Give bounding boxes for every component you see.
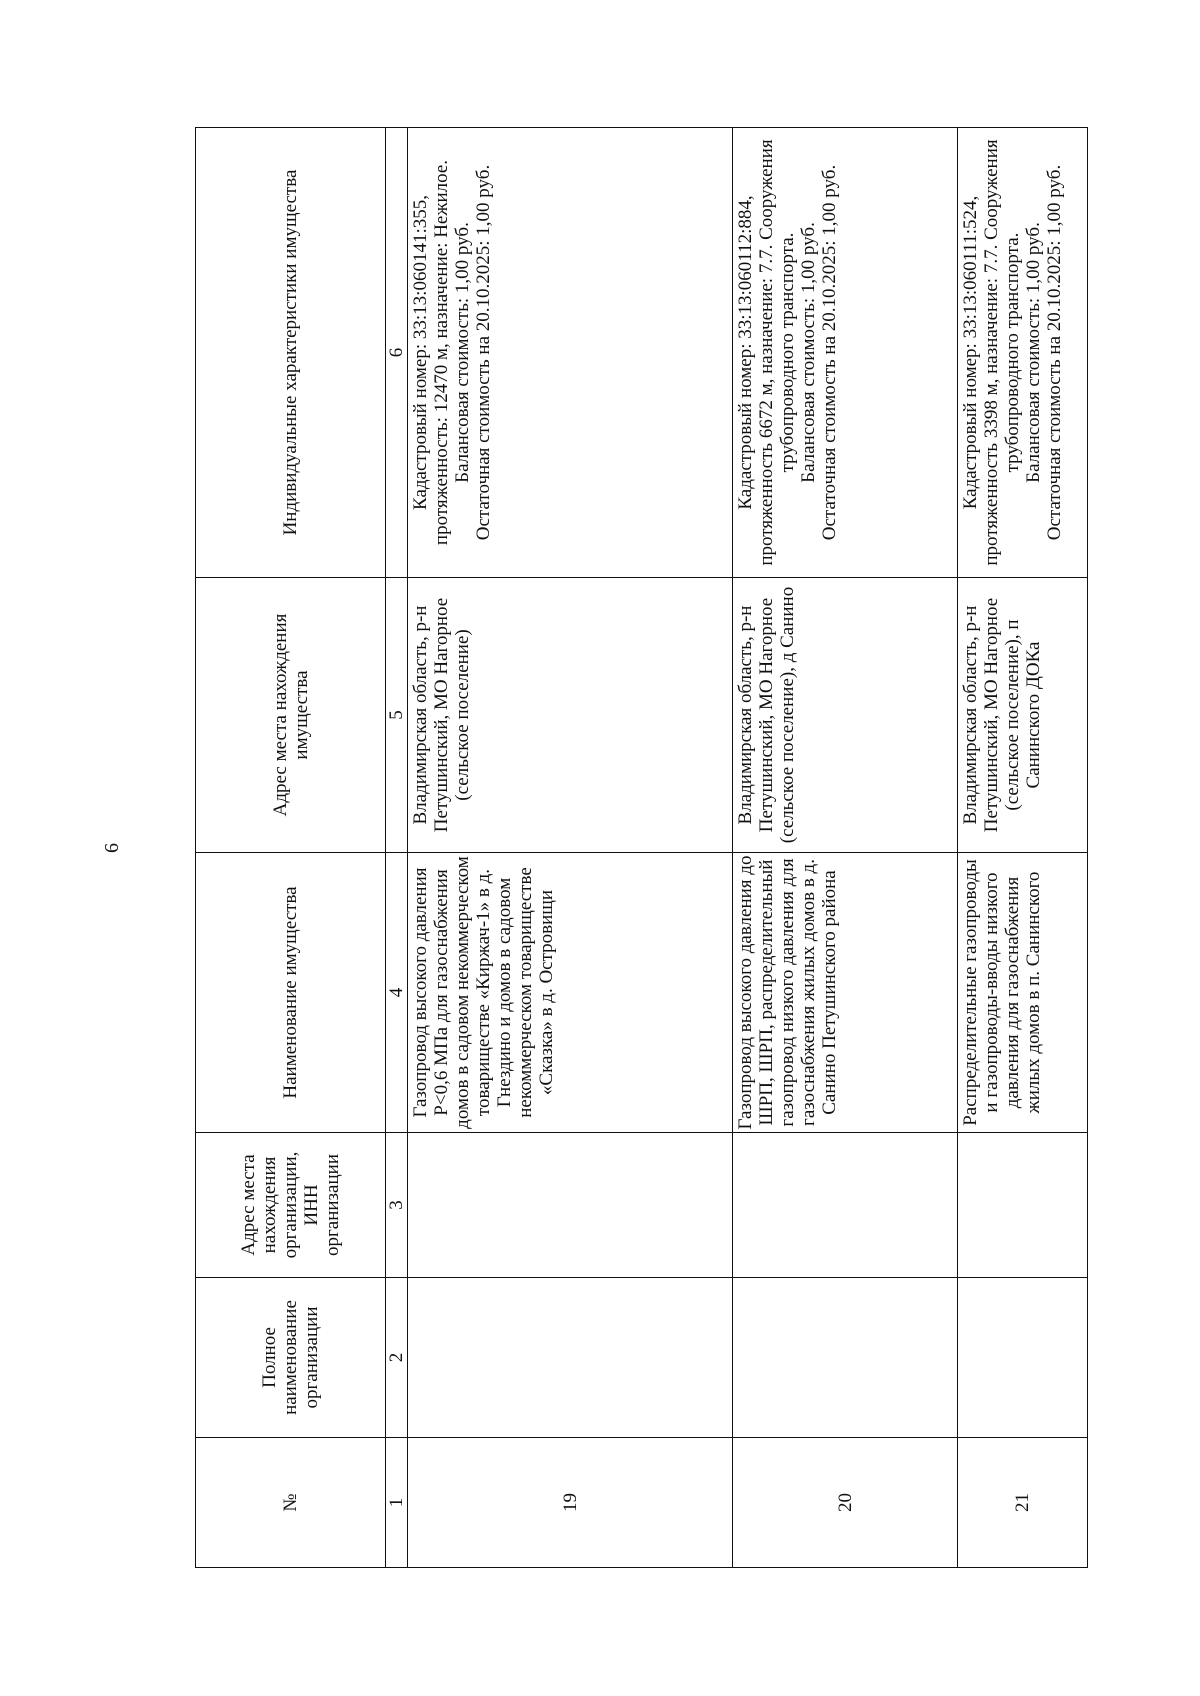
column-number: 3 xyxy=(386,1133,408,1278)
property-name-text: Газопровод высокого давления Р<0,6 МПа для газоснабжения домов в садовом некоммерческом товариществе «Киржач-1» в д. Гнездино и домов в садовом некоммерческом товариществе «Сказка» в д. Островищи xyxy=(410,856,557,1129)
column-number: 2 xyxy=(386,1278,408,1438)
characteristics-cell xyxy=(958,128,1088,578)
header-org-name: Полное наименование организации xyxy=(196,1278,386,1438)
characteristics-text: Кадастровый номер: 33:13:060141:355, протяженность: 12470 м, назначение: Нежилое. Балансовая стоимость: 1,00 руб. Остаточная стоимость на 20.10.2025: 1,00 руб. xyxy=(410,159,494,546)
property-address-cell xyxy=(733,578,958,853)
characteristics-text: Кадастровый номер: 33:13:060112:884, протяженность 6672 м, назначение: 7.7. Сооружения трубопроводного транспорта. Балансовая стоимость: 1,00 руб. Остаточная стоимость на 20.10.2025: 1,00 руб. xyxy=(735,139,840,566)
property-address-text: Владимирская область, р-н Петушинский, МО Нагорное (сельское поселение) xyxy=(410,597,473,833)
table-row xyxy=(408,128,733,1568)
org-name-cell xyxy=(408,1278,733,1438)
table-container xyxy=(195,128,1085,1568)
property-name-cell xyxy=(733,853,958,1133)
property-name-cell xyxy=(958,853,1088,1133)
org-address-cell xyxy=(958,1133,1088,1278)
characteristics-cell xyxy=(733,128,958,578)
property-table xyxy=(195,127,1088,1568)
property-address-text: Владимирская область, р-н Петушинский, МО Нагорное (сельское поселение), п Санинского ДОКа xyxy=(960,597,1044,833)
table-row xyxy=(958,128,1088,1568)
header-no: № xyxy=(196,1438,386,1568)
header-row xyxy=(196,128,386,1568)
org-address-cell xyxy=(733,1133,958,1278)
row-number: 21 xyxy=(958,1438,1088,1568)
column-number: 5 xyxy=(386,578,408,853)
property-name-text: Газопровод высокого давления до ШРП, ШРП, распределительный газопровод низкого давления для газоснабжения жилых домов в д. Санино Петушинского района xyxy=(735,855,840,1130)
header-org-address: Адрес места нахождения организации, ИНН организации xyxy=(196,1133,386,1278)
org-address-cell xyxy=(408,1133,733,1278)
characteristics-text: Кадастровый номер: 33:13:060111:524, протяженность 3398 м, назначение: 7.7. Сооружения трубопроводного транспорта. Балансовая стоимость: 1,00 руб. Остаточная стоимость на 20.10.2025: 1,00 руб. xyxy=(960,139,1065,566)
row-number: 19 xyxy=(408,1438,733,1568)
table-row xyxy=(733,128,958,1568)
org-name-cell xyxy=(958,1278,1088,1438)
row-number: 20 xyxy=(733,1438,958,1568)
column-number: 1 xyxy=(386,1438,408,1568)
column-number: 4 xyxy=(386,853,408,1133)
header-property-address: Адрес места нахождения имущества xyxy=(196,578,386,853)
property-address-cell xyxy=(408,578,733,853)
column-number-row xyxy=(386,128,408,1568)
page-number: 6 xyxy=(101,843,123,853)
property-address-cell xyxy=(958,578,1088,853)
header-property-name: Наименование имущества xyxy=(196,853,386,1133)
property-name-cell xyxy=(408,853,733,1133)
characteristics-cell xyxy=(408,128,733,578)
property-name-text: Распределительные газопроводы и газопроводы-вводы низкого давления для газоснабжения жилых домов в п. Санинского xyxy=(960,859,1044,1126)
org-name-cell xyxy=(733,1278,958,1438)
property-address-text: Владимирская область, р-н Петушинский, МО Нагорное (сельское поселение), д Санино xyxy=(735,586,798,844)
header-characteristics: Индивидуальные характеристики имущества xyxy=(196,128,386,578)
column-number: 6 xyxy=(386,128,408,578)
